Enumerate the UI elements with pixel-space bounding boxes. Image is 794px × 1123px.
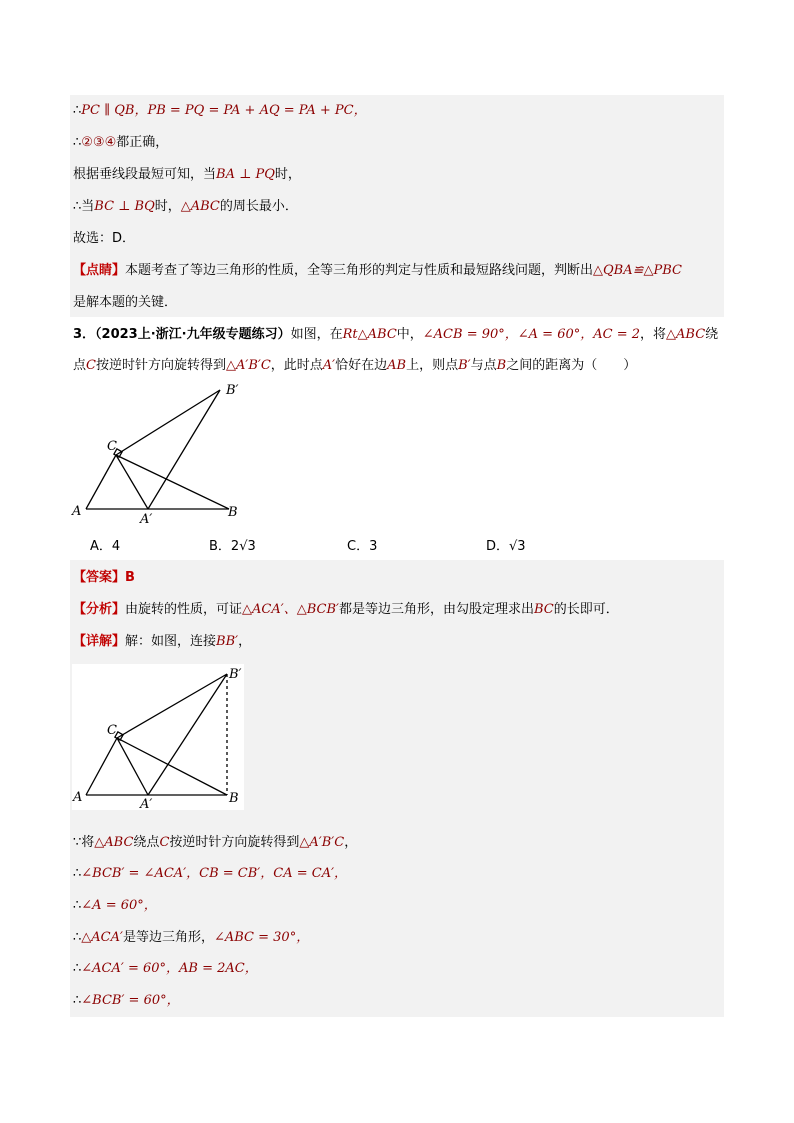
step-1: ∵将△ABC绕点C按逆时针方向旋转得到△A′B′C， [73,835,358,850]
segment-cb [116,455,229,509]
answer-line: 【答案】B [73,570,135,585]
label-b: B [229,791,239,806]
label-b: B [228,505,238,520]
option-d: D．√3 [486,539,526,554]
step-5: ∴∠ACA′ = 60°，AB = 2AC， [73,961,258,976]
label-b-prime: B′ [226,383,239,398]
segment-a1b1 [148,390,220,509]
line-choice: 故选：D． [73,231,136,246]
question-figure [70,378,250,528]
line-min-perimeter: ∴当BC ⊥ BQ时，△ABC的周长最小． [73,199,298,214]
analysis-line: 【分析】由旋转的性质，可证△ACA′、△BCB′都是等边三角形，由勾股定理求出BC的长即可． [73,602,619,617]
label-c: C [107,723,117,738]
option-c: C．3 [347,539,378,554]
segment-ac [86,455,116,509]
option-b: B．2√3 [209,539,256,554]
segment-cb1 [116,390,220,455]
step-6: ∴∠BCB′ = 60°， [73,993,180,1008]
line-comment-end: 是解本题的关键． [73,295,178,310]
label-a-prime: A′ [140,797,153,810]
option-a: A．4 [90,539,121,554]
segment-cb [117,738,227,795]
segment-ac [86,738,117,795]
step-3: ∴∠A = 60°， [73,898,157,913]
label-a: A [73,790,83,805]
step-4: ∴△ACA′是等边三角形，∠ABC = 30°， [73,930,310,945]
label-a: A [72,504,82,519]
solution-figure [72,664,244,810]
label-a-prime: A′ [140,512,153,527]
label-c: C [107,439,117,454]
line-correct: ∴②③④都正确， [73,135,169,150]
question-line-1: 3．（2023上·浙江·九年级专题练习）如图，在Rt△ABC中，∠ACB = 90°，∠A = 60°，AC = 2，将△ABC绕 [73,327,719,342]
label-b-prime: B′ [229,667,242,682]
line-perpendicular: 根据垂线段最短可知，当BA ⊥ PQ时， [73,167,301,182]
detail-line: 【详解】解：如图，连接BB′， [73,634,252,649]
segment-cb1 [117,674,227,738]
line-comment: 【点睛】本题考查了等边三角形的性质，全等三角形的判定与性质和最短路线问题，判断出△QBA≌△PBC [73,263,683,278]
segment-a1b1 [148,674,227,795]
step-2: ∴∠BCB′ = ∠ACA′，CB = CB′，CA = CA′， [73,866,348,881]
question-line-2: 点C按逆时针方向旋转得到△A′B′C，此时点A′恰好在边AB上，则点B′与点B之间的距离为（ ） [73,358,637,373]
line-pc-parallel: ∴PC ∥ QB，PB = PQ = PA + AQ = PA + PC， [73,103,367,118]
